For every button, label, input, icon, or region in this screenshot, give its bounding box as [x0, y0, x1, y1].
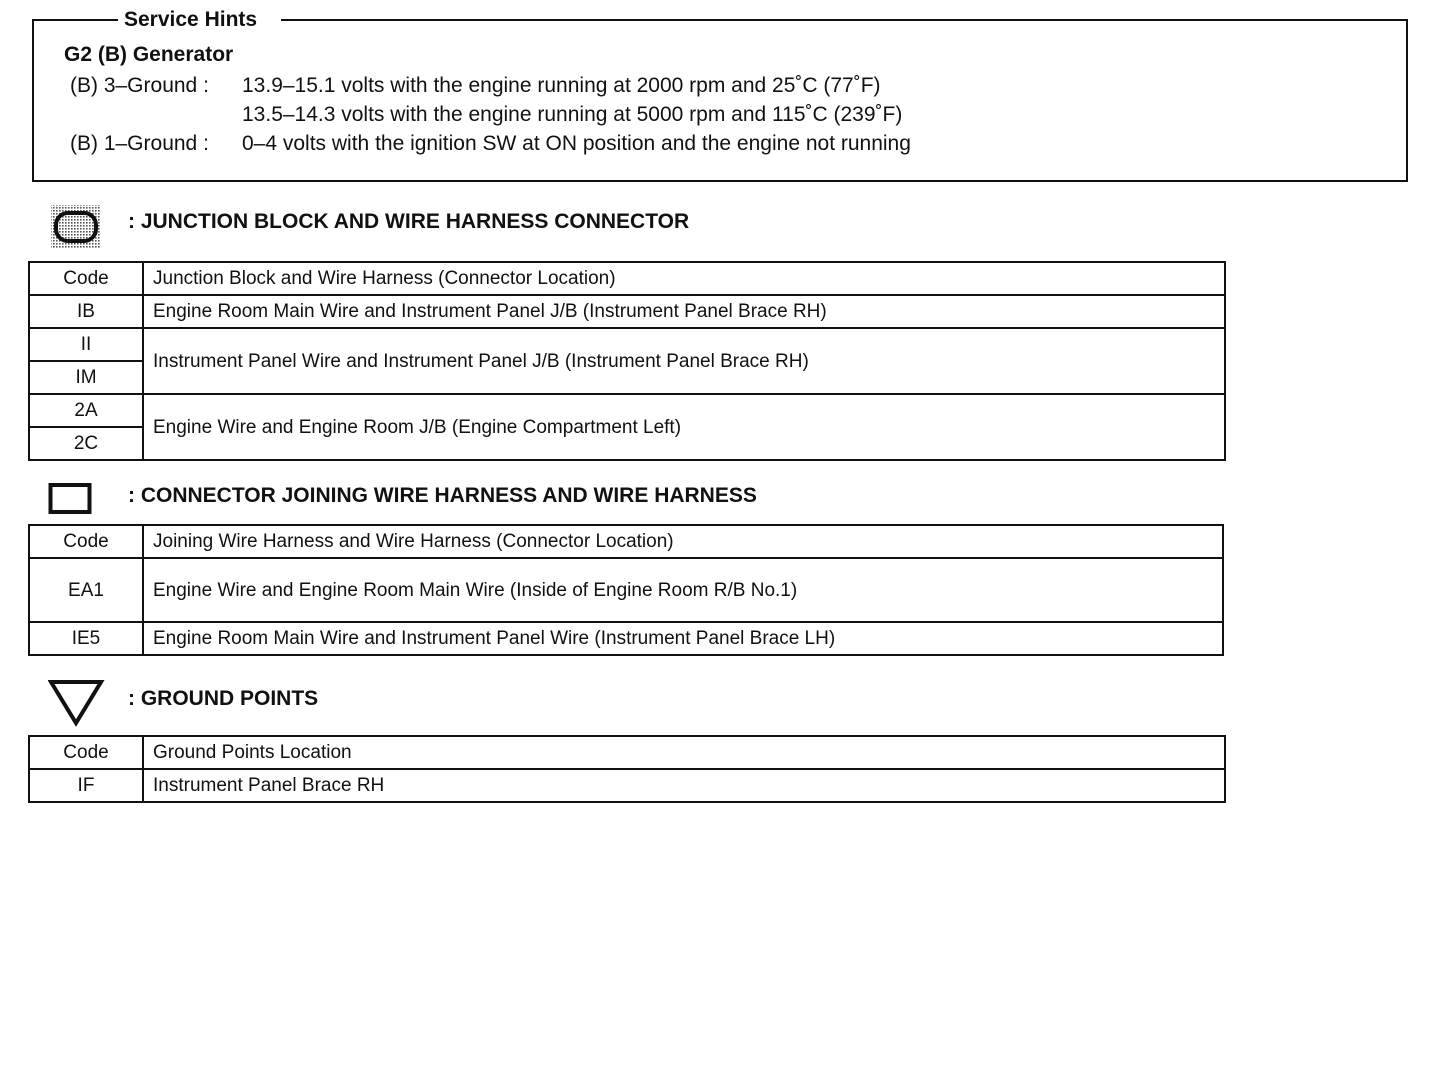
code-cell: 2A — [29, 394, 143, 427]
connector-section-heading: : CONNECTOR JOINING WIRE HARNESS AND WIRE HARNESS — [128, 484, 757, 507]
hint-value: 13.5–14.3 volts with the engine running at 5000 rpm and 115˚C (239˚F) — [242, 103, 903, 126]
table-row — [29, 769, 1225, 802]
description-column-header: Joining Wire Harness and Wire Harness (Connector Location) — [143, 525, 1223, 558]
service-hints-title: Service Hints — [118, 8, 281, 32]
code-cell: IB — [29, 295, 143, 328]
hint-value: 13.9–15.1 volts with the engine running at 2000 rpm and 25˚C (77˚F) — [242, 74, 881, 97]
description-cell: Engine Room Main Wire and Instrument Panel J/B (Instrument Panel Brace RH) — [143, 295, 1225, 328]
connector-icon — [48, 482, 94, 516]
description-cell: Engine Wire and Engine Room Main Wire (Inside of Engine Room R/B No.1) — [143, 558, 1223, 622]
description-cell: Engine Room Main Wire and Instrument Panel Wire (Instrument Panel Brace LH) — [143, 622, 1223, 655]
description-cell: Instrument Panel Brace RH — [143, 769, 1225, 802]
table-row — [29, 622, 1223, 655]
connector-table — [28, 524, 1224, 656]
code-cell: II — [29, 328, 143, 361]
component-name: G2 (B) Generator — [64, 43, 234, 66]
table-header-row — [29, 736, 1225, 769]
service-hints-box — [32, 8, 1408, 182]
hint-terminal: (B) 1–Ground : — [70, 132, 209, 155]
junction-block-connector-icon — [50, 204, 102, 250]
code-cell: IE5 — [29, 622, 143, 655]
code-cell: EA1 — [29, 558, 143, 622]
description-cell: Engine Wire and Engine Room J/B (Engine Compartment Left) — [143, 394, 1225, 460]
ground-point-icon — [48, 678, 106, 728]
table-row — [29, 328, 1225, 361]
table-header-row — [29, 262, 1225, 295]
code-cell: IM — [29, 361, 143, 394]
code-cell: IF — [29, 769, 143, 802]
hint-terminal: (B) 3–Ground : — [70, 74, 209, 97]
table-row — [29, 394, 1225, 427]
code-cell: 2C — [29, 427, 143, 460]
description-cell: Instrument Panel Wire and Instrument Panel J/B (Instrument Panel Brace RH) — [143, 328, 1225, 394]
ground-points-table — [28, 735, 1226, 803]
code-column-header: Code — [29, 525, 143, 558]
table-header-row — [29, 525, 1223, 558]
description-column-header: Junction Block and Wire Harness (Connector Location) — [143, 262, 1225, 295]
junction-section-heading: : JUNCTION BLOCK AND WIRE HARNESS CONNECTOR — [128, 210, 690, 233]
hint-value: 0–4 volts with the ignition SW at ON position and the engine not running — [242, 132, 911, 155]
ground-section-heading: : GROUND POINTS — [128, 687, 319, 710]
code-column-header: Code — [29, 736, 143, 769]
description-column-header: Ground Points Location — [143, 736, 1225, 769]
table-row — [29, 295, 1225, 328]
code-column-header: Code — [29, 262, 143, 295]
junction-table — [28, 261, 1226, 461]
table-row — [29, 558, 1223, 622]
